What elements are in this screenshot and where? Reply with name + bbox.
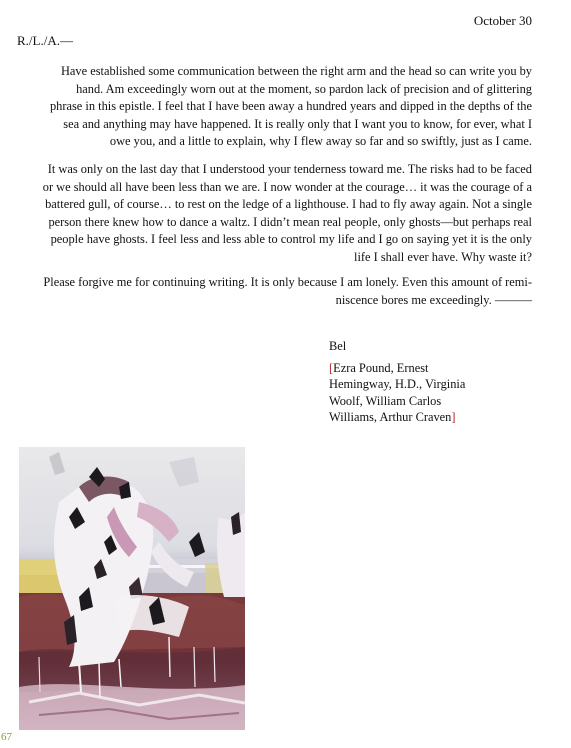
paragraph-line: life I shall ever have. Why waste it?	[354, 249, 532, 264]
paragraph-1	[17, 63, 532, 151]
date: October 30	[473, 13, 532, 28]
paragraph-line: or we should all have been less than we are. I now wonder at the courage… it was the courage of a	[42, 179, 532, 194]
signature-line	[329, 409, 465, 426]
paragraph-2	[17, 161, 532, 267]
painting-image	[19, 447, 245, 730]
salutation: R./L./A.—	[17, 33, 73, 48]
paragraph-line: owe you, and a little to explain, why I flew away so far and so swiftly, just as I came.	[109, 134, 532, 149]
paragraph-line: person there knew how to dance a waltz. I didn’t mean real people, only ghosts—but perhaps real	[48, 214, 532, 229]
signature-line: Hemingway, H.D., Virginia	[329, 377, 466, 392]
paragraph-line: sea and anything may have happened. It is really only that I want you to know, for ever, what I	[63, 116, 532, 131]
bracket-close: ]	[451, 410, 456, 425]
signature-line: Woolf, William Carlos	[329, 393, 442, 408]
signature-line-text: Ezra Pound, Ernest	[333, 360, 429, 375]
paragraph-line: niscence bores me exceedingly. ———	[335, 292, 532, 307]
paragraph-line: Have established some communication between the right arm and the head so can write you by	[60, 64, 532, 78]
bracket-open: [	[329, 360, 334, 375]
paragraph-line: people have ghosts. I feel less and less able to control my life and I go on saying yet it is the only	[50, 232, 532, 247]
paragraph-line: It was only on the last day that I understood your tenderness toward me. The risks had to be faced	[47, 162, 532, 176]
page-number: 67	[1, 731, 12, 743]
signature-line	[329, 360, 465, 377]
paragraph-line: Please forgive me for continuing writing. It is only because I am lonely. Even this amount of remi-	[43, 275, 532, 289]
signature-block	[329, 338, 465, 426]
paragraph-line: hand. Am exceedingly worn out at the moment, so pardon lack of precision and of glittering	[76, 81, 532, 96]
signature-name: Bel	[329, 339, 347, 353]
paragraph-line: phrase in this epistle. I feel that I have been away a hundred years and dipped in the depths of the	[49, 99, 532, 114]
paragraph-3	[17, 274, 532, 309]
signature-line-text: Williams, Arthur Craven	[329, 410, 452, 425]
paragraph-line: battered gull, of course… to rest on the ledge of a lighthouse. I had to fly away again. Not a single	[45, 197, 532, 212]
